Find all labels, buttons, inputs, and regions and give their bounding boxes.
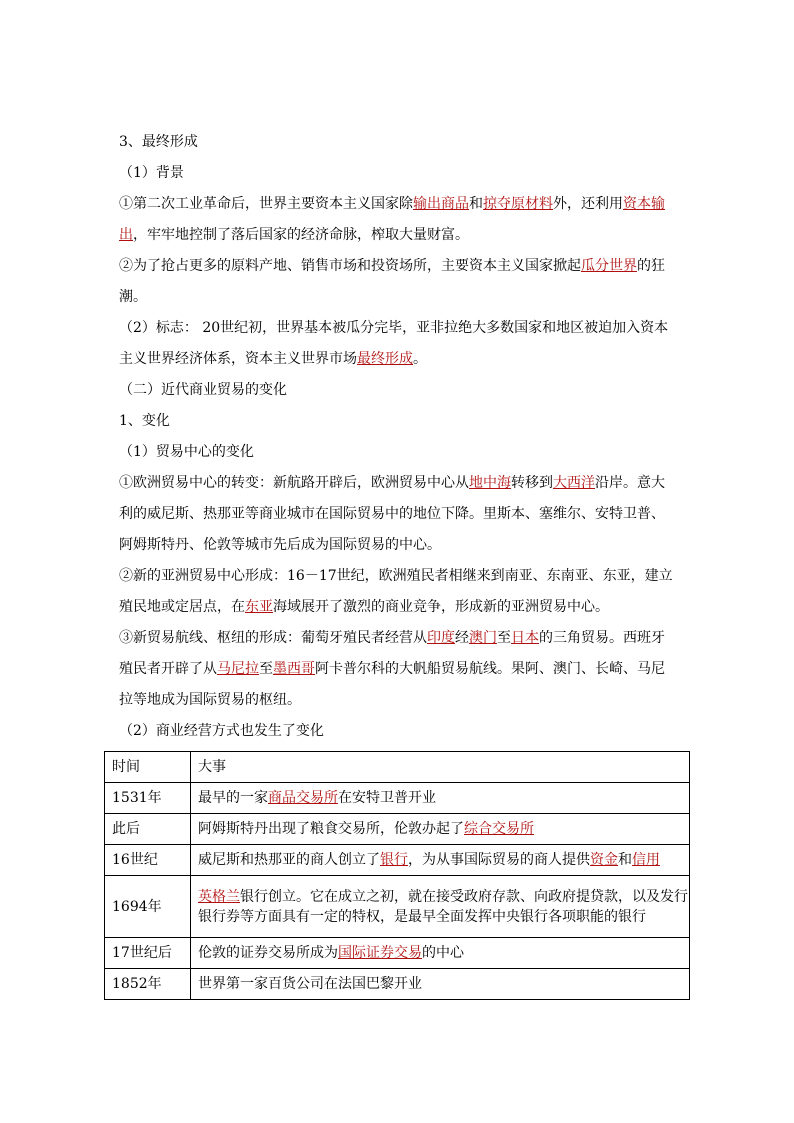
text-segment: 。 — [413, 351, 427, 367]
event-text — [198, 819, 689, 839]
document-body — [119, 132, 679, 752]
text-segment: 和 — [618, 852, 632, 868]
text-segment: 转移到 — [511, 475, 553, 491]
table-row — [105, 783, 690, 814]
paragraph-line — [119, 473, 679, 493]
keyword-highlight: 资金 — [590, 852, 618, 868]
text-segment: 外，还利用 — [553, 196, 623, 212]
keyword-highlight: 墨西哥 — [273, 661, 315, 677]
text-segment: （2）标志： 20世纪初，世界基本被瓜分完毕，亚非拉绝大多数国家和地区被迫加入资本 — [119, 320, 669, 336]
table-cell-time: 17世纪后 — [105, 938, 191, 969]
paragraph-line — [119, 504, 679, 524]
table-row — [105, 814, 690, 845]
paragraph-line — [119, 163, 679, 183]
table-row — [105, 938, 690, 969]
text-segment: 阿姆斯特丹出现了粮食交易所，伦敦办起了 — [198, 821, 464, 837]
keyword-highlight: 国际证券交易 — [338, 945, 422, 961]
text-segment: ②为了抢占更多的原料产地、销售市场和投资场所，主要资本主义国家掀起 — [119, 258, 581, 274]
text-segment: 的中心 — [422, 945, 464, 961]
text-segment: ，牢牢地控制了落后国家的经济命脉，榨取大量财富。 — [133, 227, 469, 243]
keyword-highlight: 大西洋 — [553, 475, 595, 491]
table-cell-event — [191, 783, 690, 814]
paragraph-line — [119, 628, 679, 648]
table-cell-time: 1531年 — [105, 783, 191, 814]
text-segment: 阿姆斯特丹、伦敦等城市先后成为国际贸易的中心。 — [119, 537, 441, 553]
table-cell-event — [191, 938, 690, 969]
text-segment: （2）商业经营方式也发生了变化 — [119, 723, 324, 739]
table-row — [105, 845, 690, 876]
keyword-highlight: 地中海 — [469, 475, 511, 491]
text-segment: 的三角贸易。西班牙 — [539, 630, 665, 646]
table-header-time: 时间 — [105, 752, 191, 783]
text-segment: 拉等地成为国际贸易的枢纽。 — [119, 692, 301, 708]
text-segment: 的狂 — [637, 258, 665, 274]
event-text — [198, 788, 689, 808]
text-segment: 伦敦的证券交易所成为 — [198, 945, 338, 961]
keyword-highlight: 澳门 — [469, 630, 497, 646]
text-segment: 海域展开了激烈的商业竞争，形成新的亚洲贸易中心。 — [273, 599, 609, 615]
keyword-highlight: 出 — [119, 227, 133, 243]
text-segment: 至 — [497, 630, 511, 646]
paragraph-line — [119, 287, 679, 307]
text-segment: 银行创立。它在成立之初，就在接受政府存款、向政府提贷款，以及发行银行券等方面具有一定的特权，是最早全面发挥中央银行各项职能的银行 — [198, 888, 688, 925]
keyword-highlight: 马尼拉 — [217, 661, 259, 677]
text-segment: 利的威尼斯、热那亚等商业城市在国际贸易中的地位下降。里斯本、塞维尔、安特卫普、 — [119, 506, 665, 522]
text-segment: 沿岸。意大 — [595, 475, 665, 491]
events-table — [104, 751, 690, 1000]
event-text — [198, 974, 689, 994]
paragraph-line — [119, 380, 679, 400]
keyword-highlight: 最终形成 — [357, 351, 413, 367]
keyword-highlight: 瓜分世界 — [581, 258, 637, 274]
table-cell-time: 16世纪 — [105, 845, 191, 876]
text-segment: （1）贸易中心的变化 — [119, 444, 254, 460]
paragraph-line — [119, 566, 679, 586]
keyword-highlight: 银行 — [380, 852, 408, 868]
text-segment: 经 — [455, 630, 469, 646]
text-segment: ②新的亚洲贸易中心形成：16－17世纪，欧洲殖民者相继来到南亚、东南亚、东亚，建立 — [119, 568, 673, 584]
table-header-row — [105, 752, 690, 783]
table-cell-time: 1852年 — [105, 969, 191, 1000]
paragraph-line — [119, 225, 679, 245]
keyword-highlight: 英格兰 — [198, 888, 240, 905]
paragraph-line — [119, 721, 679, 741]
text-segment: ①第二次工业革命后，世界主要资本主义国家除 — [119, 196, 413, 212]
text-segment: 阿卡普尔科的大帆船贸易航线。果阿、澳门、长崎、马尼 — [315, 661, 665, 677]
table-cell-event — [191, 969, 690, 1000]
paragraph-line — [119, 659, 679, 679]
paragraph-line — [119, 690, 679, 710]
event-text — [198, 850, 689, 870]
keyword-highlight: 商品交易所 — [268, 790, 338, 806]
text-segment: 和 — [469, 196, 483, 212]
text-segment: （1）背景 — [119, 165, 184, 181]
event-text — [198, 883, 689, 931]
event-text — [198, 943, 689, 963]
keyword-highlight: 资本输 — [623, 196, 665, 212]
text-segment: 最早的一家 — [198, 790, 268, 806]
paragraph-line — [119, 318, 679, 338]
paragraph-line — [119, 442, 679, 462]
table-cell-event — [191, 814, 690, 845]
keyword-highlight: 掠夺原材料 — [483, 196, 553, 212]
paragraph-line — [119, 535, 679, 555]
text-segment: ，为从事国际贸易的商人提供 — [408, 852, 590, 868]
keyword-highlight: 东亚 — [245, 599, 273, 615]
text-segment: 1、变化 — [119, 413, 170, 429]
keyword-highlight: 输出商品 — [413, 196, 469, 212]
text-segment: 在安特卫普开业 — [338, 790, 436, 806]
text-segment: 3、最终形成 — [119, 134, 198, 150]
table-row — [105, 969, 690, 1000]
text-segment: 主义世界经济体系，资本主义世界市场 — [119, 351, 357, 367]
paragraph-line — [119, 597, 679, 617]
paragraph-line — [119, 194, 679, 214]
table-cell-time: 此后 — [105, 814, 191, 845]
keyword-highlight: 信用 — [632, 852, 660, 868]
text-segment: 威尼斯和热那亚的商人创立了 — [198, 852, 380, 868]
text-segment: ③新贸易航线、枢纽的形成：葡萄牙殖民者经营从 — [119, 630, 427, 646]
table-cell-event — [191, 876, 690, 938]
text-segment: 至 — [259, 661, 273, 677]
table-cell-event — [191, 845, 690, 876]
text-segment: 世界第一家百货公司在法国巴黎开业 — [198, 976, 422, 992]
table-cell-time: 1694年 — [105, 876, 191, 938]
text-segment: 殖民地或定居点，在 — [119, 599, 245, 615]
paragraph-line — [119, 132, 679, 152]
paragraph-line — [119, 256, 679, 276]
table-header-event: 大事 — [191, 752, 690, 783]
keyword-highlight: 日本 — [511, 630, 539, 646]
paragraph-line — [119, 411, 679, 431]
keyword-highlight: 印度 — [427, 630, 455, 646]
paragraph-line — [119, 349, 679, 369]
text-segment: 潮。 — [119, 289, 147, 305]
table-row — [105, 876, 690, 938]
text-segment: ①欧洲贸易中心的转变：新航路开辟后，欧洲贸易中心从 — [119, 475, 469, 491]
keyword-highlight: 综合交易所 — [464, 821, 534, 837]
text-segment: （二）近代商业贸易的变化 — [119, 382, 287, 398]
text-segment: 殖民者开辟了从 — [119, 661, 217, 677]
